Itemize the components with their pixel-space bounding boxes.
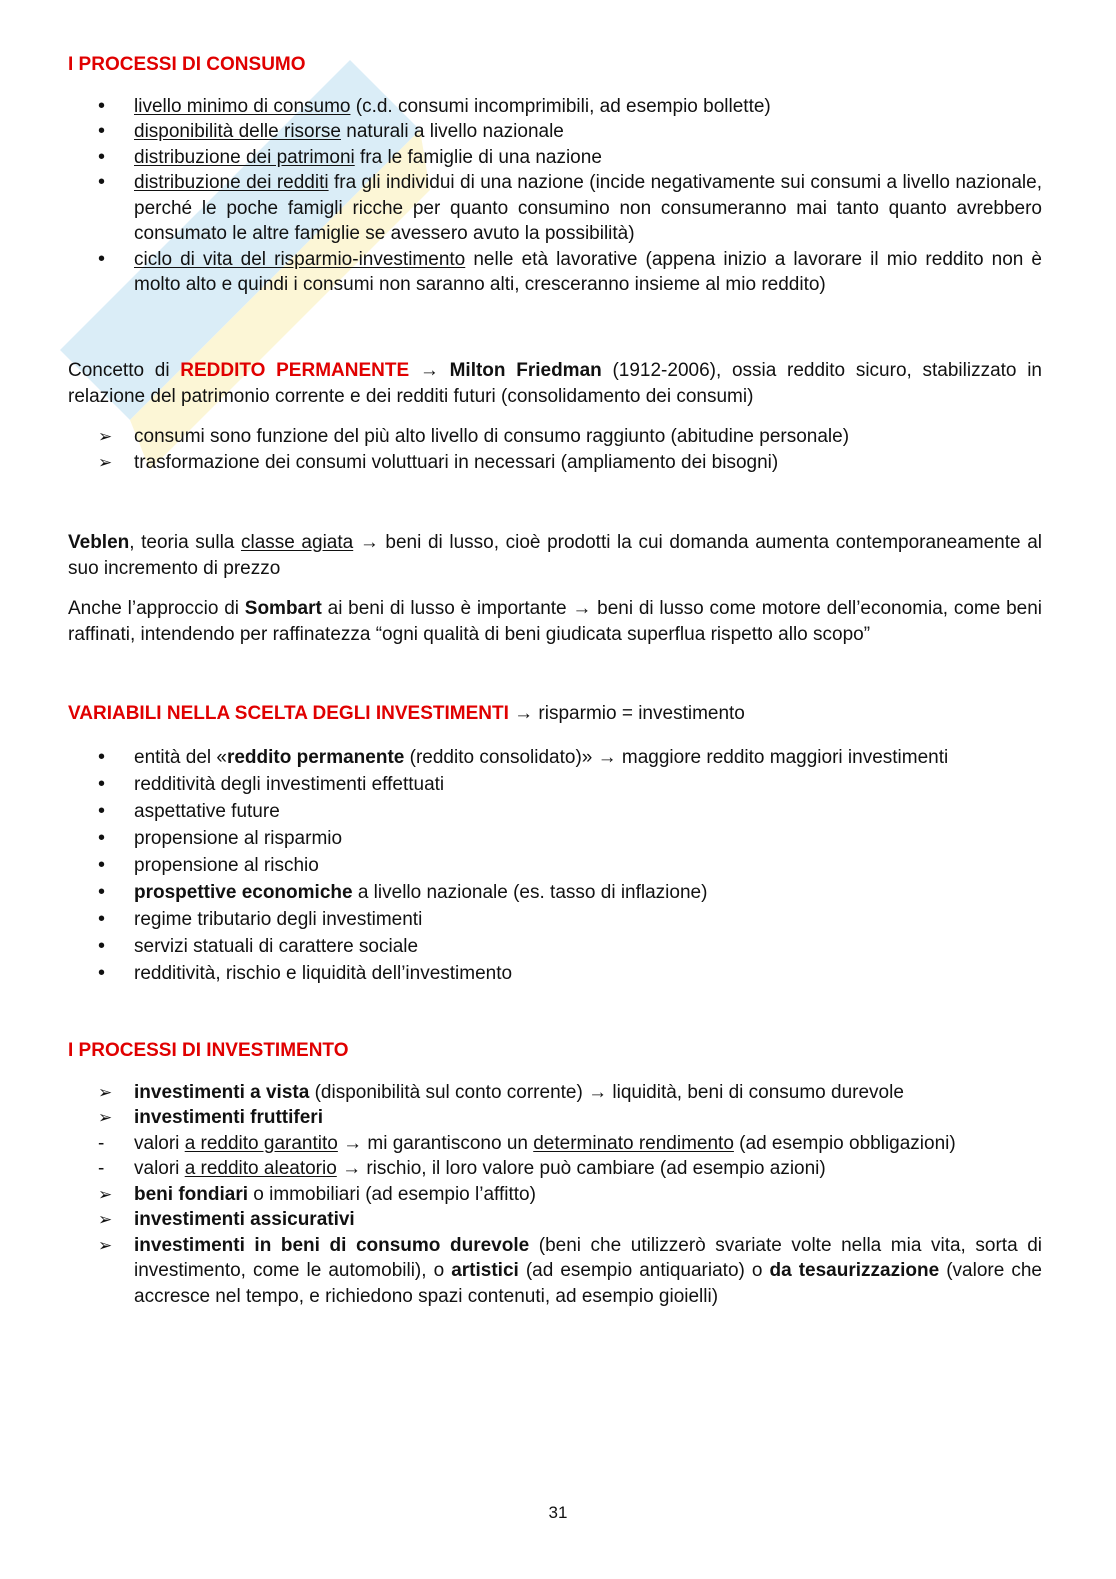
consumo-list	[68, 94, 1042, 298]
investimento-list	[68, 1080, 1042, 1310]
list-item: • regime tributario degli investimenti	[68, 906, 1042, 933]
variabili-list	[68, 744, 1042, 987]
section-variabili-investimenti	[68, 701, 1042, 987]
bullet-icon	[98, 247, 122, 273]
arrow-bullet-icon	[98, 424, 122, 450]
list-item: • prospettive economiche a livello nazionale (es. tasso di inflazione)	[68, 879, 1042, 906]
list-item: • servizi statuali di carattere sociale	[68, 933, 1042, 960]
bullet-icon	[98, 170, 122, 196]
list-item: ➢ investimenti a vista (disponibilità sul conto corrente) → liquidità, beni di consumo durevole	[68, 1080, 1042, 1106]
reddito-permanente-paragraph: Concetto di REDDITO PERMANENTE → Milton Friedman (1912-2006), ossia reddito sicuro, stabilizzato in relazione del patrimonio corrente e dei redditi futuri (consolidamento dei consumi)	[68, 360, 1042, 407]
list-item: • distribuzione dei patrimoni fra le famiglie di una nazione	[68, 145, 1042, 171]
bullet-icon	[98, 960, 122, 987]
section-consumo	[68, 52, 1042, 298]
list-item: • entità del «reddito permanente (reddito consolidato)» → maggiore reddito maggiori investimenti	[68, 744, 1042, 771]
arrow-bullet-icon	[98, 1182, 122, 1208]
list-item: - valori a reddito aleatorio → rischio, il loro valore può cambiare (ad esempio azioni)	[68, 1156, 1042, 1182]
arrow-bullet-icon	[98, 1080, 122, 1106]
bullet-icon	[98, 744, 122, 771]
heading-processi-consumo: I PROCESSI DI CONSUMO	[68, 54, 306, 75]
bullet-icon	[98, 798, 122, 825]
section-beni-lusso	[68, 530, 1042, 647]
section-reddito-permanente	[68, 358, 1042, 475]
bullet-icon	[98, 906, 122, 933]
list-item: • ciclo di vita del risparmio-investimento nelle età lavorative (appena inizio a lavorare il mio reddito non è molto alto e quindi i consumi non saranno alti, cresceranno insieme al mio reddito)	[68, 247, 1042, 298]
arrow-bullet-icon	[98, 1105, 122, 1131]
veblen-paragraph: Veblen, teoria sulla classe agiata → beni di lusso, cioè prodotti la cui domanda aumenta contemporaneamente al suo incremento di prezzo	[68, 532, 1042, 579]
list-item: - valori a reddito garantito → mi garantiscono un determinato rendimento (ad esempio obbligazioni)	[68, 1131, 1042, 1157]
arrow-bullet-icon	[98, 1207, 122, 1233]
bullet-icon	[98, 771, 122, 798]
page-number: 31	[548, 1503, 568, 1522]
arrow-bullet-icon	[98, 1233, 122, 1259]
list-item: • disponibilità delle risorse naturali a livello nazionale	[68, 119, 1042, 145]
section-processi-investimento	[68, 1038, 1042, 1309]
bullet-icon	[98, 145, 122, 171]
bullet-icon	[98, 119, 122, 145]
bullet-icon	[98, 933, 122, 960]
arrow-bullet-icon	[98, 450, 122, 476]
list-item: • redditività, rischio e liquidità dell’investimento	[68, 960, 1042, 987]
list-item: • distribuzione dei redditi fra gli individui di una nazione (incide negativamente sui consumi a livello nazionale, perché le poche famigli ricche per quanto consumino non consumeranno mai tanto quanto avrebbero consumato le altre famiglie se avessero avuto la possibilità)	[68, 170, 1042, 247]
heading-variabili-investimenti: VARIABILI NELLA SCELTA DEGLI INVESTIMENTI → risparmio = investimento	[68, 703, 745, 724]
list-item: ➢ consumi sono funzione del più alto livello di consumo raggiunto (abitudine personale)	[68, 424, 1042, 450]
list-item: • propensione al rischio	[68, 852, 1042, 879]
bullet-icon	[98, 852, 122, 879]
bullet-icon	[98, 879, 122, 906]
dash-bullet-icon	[98, 1156, 122, 1182]
list-item: ➢ investimenti fruttiferi	[68, 1105, 1042, 1131]
list-item: • livello minimo di consumo (c.d. consumi incomprimibili, ad esempio bollette)	[68, 94, 1042, 120]
list-item: • aspettative future	[68, 798, 1042, 825]
list-item: • propensione al risparmio	[68, 825, 1042, 852]
heading-processi-investimento: I PROCESSI DI INVESTIMENTO	[68, 1040, 349, 1061]
list-item: ➢ investimenti in beni di consumo durevole (beni che utilizzerò svariate volte nella mia vita, sorta di investimento, come le automobili), o artistici (ad esempio antiquariato) o da tesaurizzazione (valore che accresce nel tempo, e richiedono spazi contenuti, ad esempio gioielli)	[68, 1233, 1042, 1310]
list-item: ➢ beni fondiari o immobiliari (ad esempio l’affitto)	[68, 1182, 1042, 1208]
sombart-paragraph: Anche l’approccio di Sombart ai beni di lusso è importante → beni di lusso come motore dell’economia, come beni raffinati, intendendo per raffinatezza “ogni qualità di beni giudicata superflua rispetto allo scopo”	[68, 598, 1042, 645]
dash-bullet-icon	[98, 1131, 122, 1157]
reddito-permanente-list	[68, 424, 1042, 475]
bullet-icon	[98, 94, 122, 120]
list-item: ➢ trasformazione dei consumi voluttuari in necessari (ampliamento dei bisogni)	[68, 450, 1042, 476]
bullet-icon	[98, 825, 122, 852]
list-item: ➢ investimenti assicurativi	[68, 1207, 1042, 1233]
list-item: • redditività degli investimenti effettuati	[68, 771, 1042, 798]
